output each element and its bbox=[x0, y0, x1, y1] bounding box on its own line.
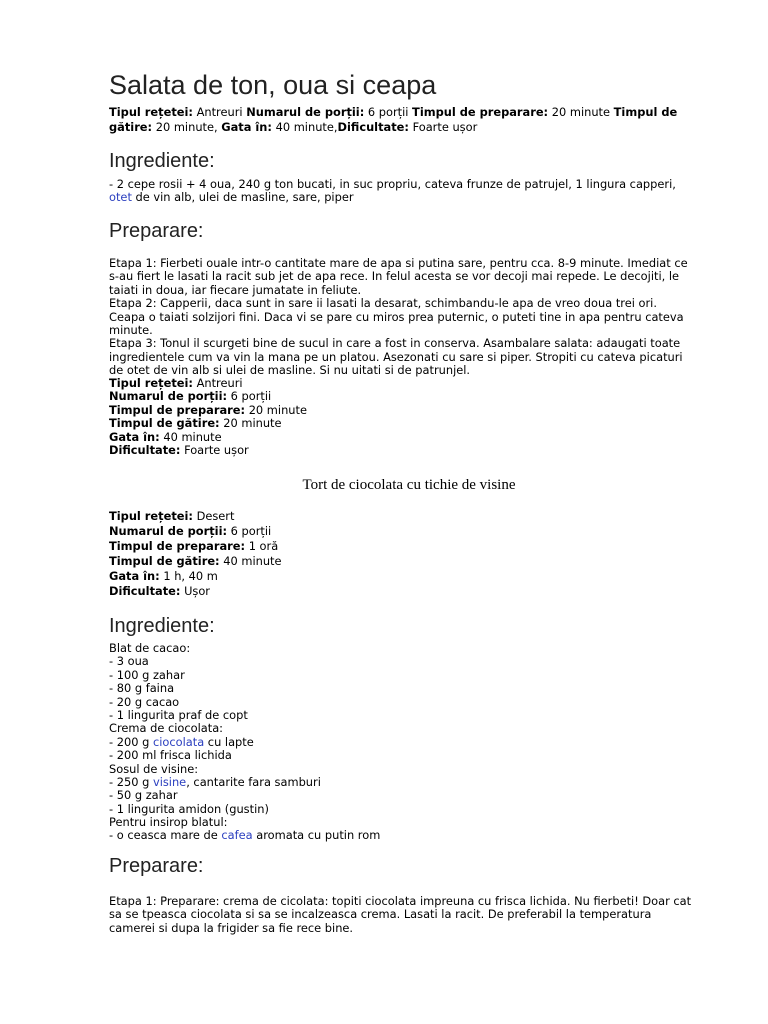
meta-dif-value: Foarte ușor bbox=[412, 120, 478, 134]
meta-label: Dificultate: bbox=[109, 584, 181, 598]
ingredient-text: Blat de cacao: bbox=[109, 641, 191, 655]
meta-value: 40 minute bbox=[223, 554, 282, 568]
ingredient-line bbox=[109, 682, 380, 695]
meta-row bbox=[109, 539, 282, 554]
meta-value: Foarte ușor bbox=[184, 442, 249, 457]
ingredient-text: Sosul de visine: bbox=[109, 761, 199, 776]
meta-label: Tipul rețetei: bbox=[109, 376, 193, 390]
ingredient-line bbox=[109, 789, 380, 802]
ingredient-line bbox=[109, 655, 380, 668]
step-line: Etapa 3: Tonul il scurgeti bine de sucul in care a fost in conserva. Asambalare salata: adaugati toate bbox=[109, 336, 681, 351]
ingredient-text: - 1 lingurita praf de copt bbox=[109, 707, 248, 722]
meta-label: Tipul rețetei: bbox=[109, 509, 193, 523]
meta-row bbox=[109, 390, 307, 403]
ingredient-link[interactable]: cafea bbox=[221, 828, 253, 843]
ingredient-line bbox=[109, 776, 380, 789]
meta-value: Ușor bbox=[184, 584, 210, 598]
ingredient-text: - o ceasca mare de bbox=[109, 828, 222, 843]
meta-label: Numarul de porții: bbox=[109, 389, 228, 404]
ingredient-line bbox=[109, 763, 380, 776]
meta-label: Numarul de porții: bbox=[109, 524, 228, 538]
step-line: Etapa 1: Preparare: crema de cicolata: topiti ciocolata impreuna cu frisca lichida. Nu fierbeti! Doar cat bbox=[109, 894, 692, 908]
recipe2-ingredients bbox=[109, 642, 380, 843]
meta-value: 20 minute bbox=[223, 416, 282, 431]
step-line: Etapa 1: Fierbeti ouale intr-o cantitate mare de apa si putina sare, pentru cca. 8-9 minute. Imediat ce bbox=[109, 256, 688, 270]
link-otet[interactable]: otet bbox=[109, 190, 132, 205]
recipe1-steps bbox=[109, 257, 688, 378]
meta-portii-label: Numarul de porții: bbox=[246, 105, 365, 119]
step-line: s-au fiert le lasati la racit sub jet de apa rece. In felul acesta se vor decoji mai repede. Le decojiti, le bbox=[109, 269, 680, 284]
meta-label: Timpul de preparare: bbox=[109, 402, 246, 417]
meta-value: 1 h, 40 m bbox=[163, 569, 218, 583]
ingredient-link[interactable]: visine bbox=[152, 774, 187, 789]
meta-value: 20 minute bbox=[248, 402, 307, 417]
meta-row bbox=[109, 404, 307, 417]
meta-gatire-value: 20 minute, bbox=[155, 120, 218, 134]
meta-value: Desert bbox=[196, 509, 235, 523]
recipe2-steps bbox=[109, 895, 691, 935]
ingredient-text: - 20 g cacao bbox=[109, 694, 180, 709]
ingredient-line: - 2 cepe rosii + 4 oua, 240 g ton bucati, in suc propriu, cateva frunze de patrujel, 1 lingura capperi, bbox=[109, 177, 676, 191]
ingredient-line-rest: de vin alb, ulei de masline, sare, piper bbox=[131, 190, 354, 205]
ingredient-text: - 3 oua bbox=[109, 654, 149, 669]
ingredient-text: - 200 ml frisca lichida bbox=[109, 748, 232, 763]
step-line: Etapa 2: Capperii, daca sunt in sare ii lasati la desarat, schimbandu-le apa de vreo doua trei ori. bbox=[109, 296, 657, 311]
recipe1-meta bbox=[109, 105, 677, 135]
ingredient-text: - 250 g bbox=[109, 774, 153, 789]
recipe1-ingredients bbox=[109, 178, 676, 205]
recipe2-preparation-heading: Preparare: bbox=[109, 855, 204, 877]
meta-label: Dificultate: bbox=[109, 442, 181, 457]
ingredient-line bbox=[109, 669, 380, 682]
meta-prep-label: Timpul de preparare: bbox=[412, 105, 549, 119]
meta-label: Gata în: bbox=[109, 569, 160, 583]
meta-gatire-label-b: gătire: bbox=[109, 120, 153, 134]
meta-row bbox=[109, 444, 307, 457]
ingredient-line bbox=[109, 696, 380, 709]
recipe1-summary bbox=[109, 377, 307, 457]
ingredient-line bbox=[109, 803, 380, 816]
ingredient-line bbox=[109, 749, 380, 762]
ingredient-line bbox=[109, 642, 380, 655]
meta-gata-value: 40 minute, bbox=[275, 120, 338, 134]
step-line: taiati in doua, iar fiecare jumatate in feliute. bbox=[109, 282, 362, 297]
ingredient-line bbox=[109, 722, 380, 735]
meta-label: Gata în: bbox=[109, 429, 160, 444]
meta-row bbox=[109, 584, 282, 599]
meta-value: 6 porții bbox=[230, 524, 272, 538]
recipe1-title: Salata de ton, oua si ceapa bbox=[109, 70, 437, 100]
meta-row bbox=[109, 569, 282, 584]
recipe2-title: Tort de ciocolata cu tichie de visine bbox=[302, 477, 516, 493]
ingredient-line bbox=[109, 709, 380, 722]
ingredient-text: - 1 lingurita amidon (gustin) bbox=[109, 801, 269, 816]
recipe2-meta bbox=[109, 509, 282, 599]
meta-row bbox=[109, 554, 282, 569]
ingredient-line bbox=[109, 736, 380, 749]
meta-row bbox=[109, 509, 282, 524]
ingredient-line bbox=[109, 829, 380, 842]
recipe1-ingredients-heading: Ingrediente: bbox=[109, 150, 215, 172]
step-line: camerei si dupa la frigider sa fie rece bine. bbox=[109, 920, 354, 935]
meta-gata-label: Gata în: bbox=[221, 120, 272, 134]
step-line: minute. bbox=[109, 322, 153, 337]
step-line: de otet de vin alb si ulei de masline. Si nu uitati si de patrunjel. bbox=[109, 363, 471, 378]
ingredient-text: - 200 g bbox=[109, 734, 153, 749]
recipe1-preparation-heading: Preparare: bbox=[109, 220, 204, 242]
meta-value: Antreuri bbox=[196, 376, 243, 390]
meta-row bbox=[109, 417, 307, 430]
meta-value: 6 porții bbox=[230, 389, 272, 404]
meta-tip-value: Antreuri bbox=[196, 105, 243, 119]
meta-label: Timpul de gătire: bbox=[109, 554, 220, 568]
meta-gatire-label-a: Timpul de bbox=[613, 105, 678, 119]
meta-prep-value: 20 minute bbox=[551, 105, 611, 119]
meta-label: Timpul de preparare: bbox=[109, 539, 246, 553]
meta-label: Timpul de gătire: bbox=[109, 416, 220, 431]
step-line: ingredientele cum va vin la mana pe un platou. Asezonati cu sare si piper. Stropiti cu cateva picaturi bbox=[109, 349, 683, 364]
meta-dif-label: Dificultate: bbox=[337, 120, 409, 134]
ingredient-text-rest: , cantarite fara samburi bbox=[186, 774, 321, 789]
ingredient-line bbox=[109, 816, 380, 829]
step-line: sa se tpeasca ciocolata si sa se incalzeasca crema. Lasati la racit. De preferabil la temperatura bbox=[109, 907, 652, 922]
meta-row bbox=[109, 377, 307, 390]
ingredient-text: Crema de ciocolata: bbox=[109, 721, 224, 736]
ingredient-link[interactable]: ciocolata bbox=[152, 734, 205, 749]
ingredient-text: Pentru insirop blatul: bbox=[109, 815, 228, 830]
ingredient-text: - 80 g faina bbox=[109, 681, 175, 696]
meta-row bbox=[109, 431, 307, 444]
ingredient-text: - 100 g zahar bbox=[109, 667, 185, 682]
ingredient-text-rest: cu lapte bbox=[204, 734, 254, 749]
recipe2-ingredients-heading: Ingrediente: bbox=[109, 615, 215, 637]
meta-value: 40 minute bbox=[163, 429, 222, 444]
ingredient-text: - 50 g zahar bbox=[109, 788, 178, 803]
step-line: Ceapa o taiati solzijori fini. Daca vi se pare cu miros prea puternic, o puteti tine in apa pentru cateva bbox=[109, 309, 684, 324]
meta-portii-value: 6 porții bbox=[367, 105, 409, 119]
meta-row bbox=[109, 524, 282, 539]
ingredient-text-rest: aromata cu putin rom bbox=[252, 828, 381, 843]
meta-tip-label: Tipul rețetei: bbox=[109, 105, 193, 119]
meta-value: 1 oră bbox=[248, 539, 279, 553]
